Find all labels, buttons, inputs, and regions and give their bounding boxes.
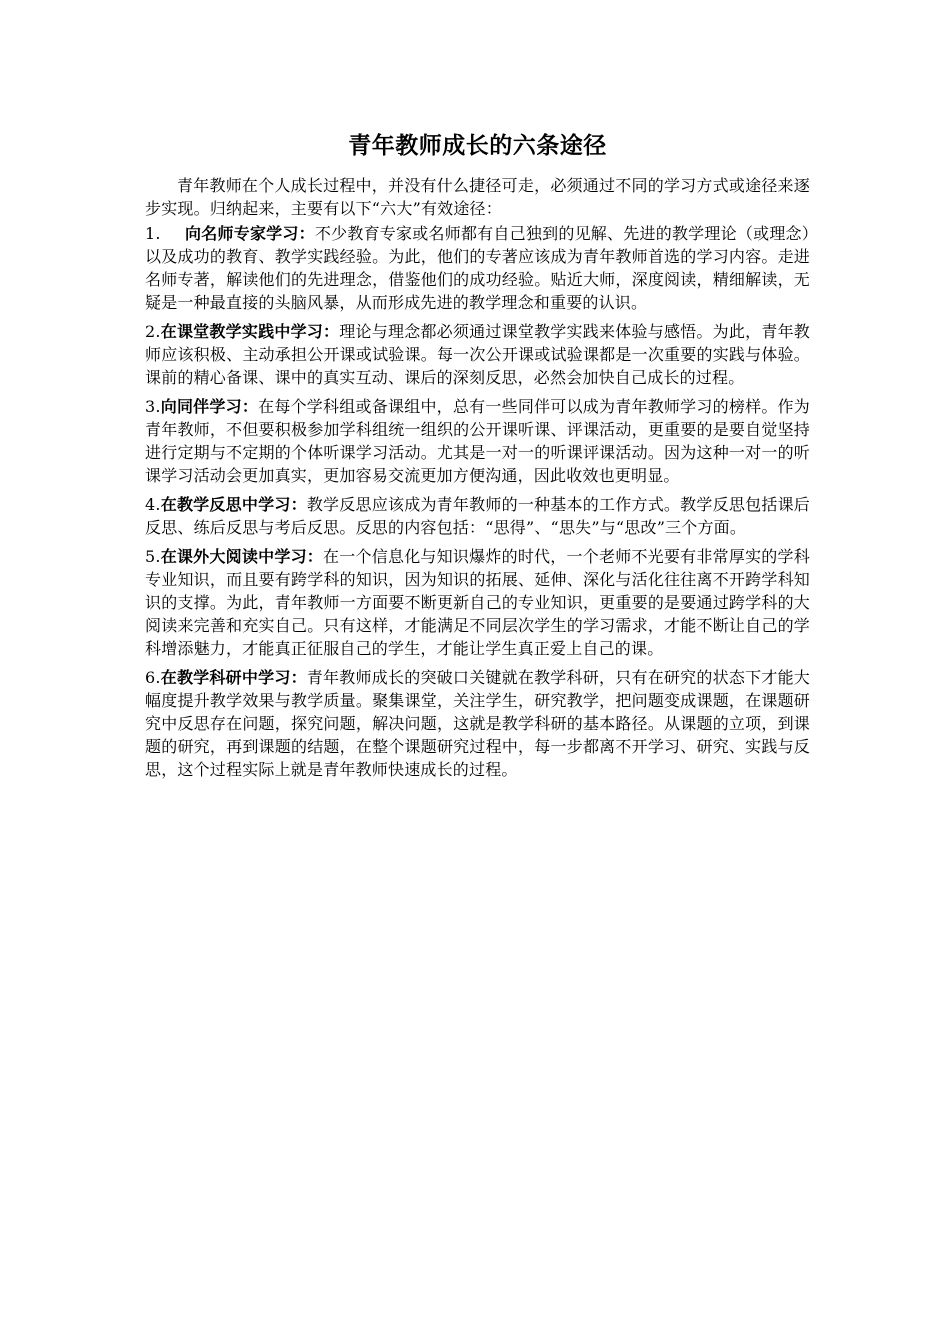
section-4-text: 教学反思应该成为青年教师的一种基本的工作方式。教学反思包括课后反思、练后反思与考后反思。反思的内容包括：“思得”、“思失”与“思改”三个方面。	[145, 495, 810, 537]
document-title: 青年教师成长的六条途径	[348, 132, 607, 159]
section-1-heading: 向名师专家学习：	[185, 224, 315, 243]
section-2	[145, 320, 810, 389]
section-5	[145, 545, 810, 660]
section-4	[145, 493, 810, 539]
section-1-text: 不少教育专家或名师都有自己独到的见解、先进的教学理论（或理念）以及成功的教育、教学实践经验。为此，他们的专著应该成为青年教师首选的学习内容。走进名师专著，解读他们的先进理念，借鉴他们的成功经验。贴近大师，深度阅读，精细解读，无疑是一种最直接的头脑风暴，从而形成先进的教学理念和重要的认识。	[145, 224, 810, 312]
section-2-text: 理论与理念都必须通过课堂教学实践来体验与感悟。为此，青年教师应该积极、主动承担公开课或试验课。每一次公开课或试验课都是一次重要的实践与体验。课前的精心备课、课中的真实互动、课后的深刻反思，必然会加快自己成长的过程。	[145, 322, 811, 387]
section-5-heading: 在课外大阅读中学习：	[160, 547, 324, 566]
document-page	[145, 130, 810, 787]
section-6-number: 6.	[145, 668, 161, 687]
section-6	[145, 666, 810, 781]
section-1	[145, 222, 810, 314]
section-2-heading: 在课堂教学实践中学习：	[160, 322, 340, 341]
section-3-heading: 向同伴学习：	[160, 397, 259, 416]
section-3-number: 3.	[145, 397, 161, 416]
section-6-text: 青年教师成长的突破口关键就在教学科研，只有在研究的状态下才能大幅度提升教学效果与教学质量。聚集课堂，关注学生，研究教学，把问题变成课题，在课题研究中反思存在问题，探究问题，解决问题，这就是教学科研的基本路径。从课题的立项，到课题的研究，再到课题的结题，在整个课题研究过程中，每一步都离不开学习、研究、实践与反思，这个过程实际上就是青年教师快速成长的过程。	[145, 668, 810, 779]
section-4-heading: 在教学反思中学习：	[160, 495, 307, 514]
section-1-number: 1.	[145, 224, 161, 243]
section-5-text: 在一个信息化与知识爆炸的时代，一个老师不光要有非常厚实的学科专业知识，而且要有跨学科的知识，因为知识的拓展、延伸、深化与活化往往离不开跨学科知识的支撑。为此，青年教师一方面要不断更新自己的专业知识，更重要的是要通过跨学科的大阅读来完善和充实自己。只有这样，才能满足不同层次学生的学习需求，才能不断让自己的学科增添魅力，才能真正征服自己的学生，才能让学生真正爱上自己的课。	[145, 547, 810, 658]
section-3	[145, 395, 810, 487]
section-2-number: 2.	[145, 322, 161, 341]
intro-paragraph: 青年教师在个人成长过程中，并没有什么捷径可走，必须通过不同的学习方式或途径来逐步实现。归纳起来，主要有以下“六大”有效途径：	[145, 176, 810, 218]
section-6-heading: 在教学科研中学习：	[160, 668, 307, 687]
section-4-number: 4.	[145, 495, 161, 514]
section-5-number: 5.	[145, 547, 161, 566]
section-3-text: 在每个学科组或备课组中，总有一些同伴可以成为青年教师学习的榜样。作为青年教师，不但要积极参加学科组统一组织的公开课听课、评课活动，更重要的是要自觉坚持进行定期与不定期的个体听课学习活动。尤其是一对一的听课评课活动。因为这种一对一的听课学习活动会更加真实，更加容易交流更加方便沟通，因此收效也更明显。	[145, 397, 810, 485]
